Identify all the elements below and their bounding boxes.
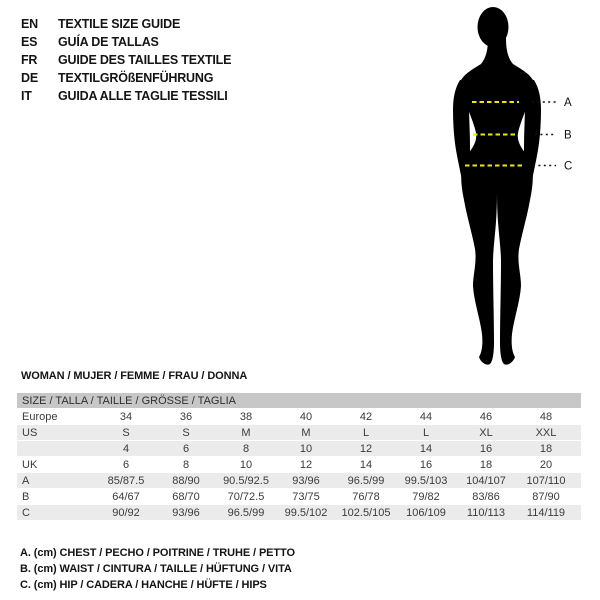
legend-line-waist: B. (cm) WAIST / CINTURA / TAILLE / HÜFTUNG / VITA (20, 563, 292, 575)
row-label: A (22, 474, 30, 487)
table-row (17, 425, 581, 440)
waist-label: B (564, 129, 572, 142)
size-cell: 34 (119, 410, 133, 423)
size-cell: 6 (182, 442, 190, 455)
table-row (17, 489, 581, 504)
size-cell: 104/107 (466, 474, 506, 487)
size-cell: 46 (479, 410, 493, 423)
size-cell: 14 (359, 458, 373, 471)
language-code: IT (21, 89, 32, 103)
measurement-legend (20, 545, 295, 593)
size-cell: 10 (299, 442, 313, 455)
size-cell: 102.5/105 (341, 506, 391, 519)
size-cell: 79/82 (412, 490, 440, 503)
size-table-header (17, 393, 581, 408)
gender-caption: WOMAN / MUJER / FEMME / FRAU / DONNA (21, 370, 248, 382)
row-label: C (22, 506, 30, 519)
size-cell: M (241, 426, 251, 439)
size-cell: 93/96 (292, 474, 320, 487)
language-title: TEXTILGRÖßENFÜHRUNG (58, 71, 214, 85)
table-row (17, 457, 581, 472)
language-row (21, 87, 231, 105)
row-label: UK (22, 458, 38, 471)
size-cell: 42 (359, 410, 373, 423)
hip-label: C (564, 160, 573, 173)
size-cell: L (362, 426, 370, 439)
language-title: GUIDE DES TAILLES TEXTILE (58, 53, 232, 67)
language-code: FR (21, 53, 38, 67)
size-cell: XXL (535, 426, 557, 439)
size-cell: 36 (179, 410, 193, 423)
size-cell: 85/87.5 (107, 474, 145, 487)
size-cell: 18 (479, 458, 493, 471)
table-row (17, 441, 581, 456)
size-cell: 90.5/92.5 (223, 474, 269, 487)
language-row (21, 51, 231, 69)
language-code: DE (21, 71, 38, 85)
size-cell: L (422, 426, 430, 439)
row-label: B (22, 490, 30, 503)
size-cell: 88/90 (172, 474, 200, 487)
size-cell: S (182, 426, 190, 439)
size-cell: 14 (419, 442, 433, 455)
language-title-list (21, 15, 231, 105)
size-cell: 73/75 (292, 490, 320, 503)
size-cell: 110/113 (466, 506, 506, 519)
size-cell: 6 (122, 458, 130, 471)
size-cell: 12 (299, 458, 313, 471)
size-cell: 38 (239, 410, 253, 423)
size-cell: 48 (539, 410, 553, 423)
size-cell: 99.5/102 (284, 506, 328, 519)
language-title: GUIDA ALLE TAGLIE TESSILI (58, 89, 228, 103)
size-table-header-label: SIZE / TALLA / TAILLE / GRÖSSE / TAGLIA (22, 394, 236, 407)
language-row (21, 69, 231, 87)
legend-line-chest: A. (cm) CHEST / PECHO / POITRINE / TRUHE / PETTO (20, 547, 295, 559)
size-cell: 4 (122, 442, 130, 455)
size-cell: 10 (239, 458, 253, 471)
language-title: GUÍA DE TALLAS (58, 35, 159, 49)
size-cell: 70/72.5 (227, 490, 265, 503)
size-cell: 8 (242, 442, 250, 455)
size-cell: 96.5/99 (347, 474, 385, 487)
table-row (17, 505, 581, 520)
size-cell: 114/119 (526, 506, 566, 519)
chest-label: A (564, 97, 572, 109)
size-cell: S (122, 426, 130, 439)
size-cell: 20 (539, 458, 553, 471)
language-title: TEXTILE SIZE GUIDE (58, 17, 181, 31)
size-cell: 12 (359, 442, 373, 455)
size-cell: 44 (419, 410, 433, 423)
woman-silhouette-figure (430, 0, 600, 380)
size-cell: 16 (419, 458, 433, 471)
size-cell: 8 (182, 458, 190, 471)
size-cell: XL (479, 426, 493, 439)
size-cell: 18 (539, 442, 553, 455)
size-table (17, 393, 581, 521)
size-cell: 68/70 (172, 490, 200, 503)
size-cell: 16 (479, 442, 493, 455)
size-cell: 40 (299, 410, 313, 423)
size-cell: 107/110 (526, 474, 566, 487)
size-cell: 64/67 (112, 490, 140, 503)
language-row (21, 15, 231, 33)
table-row (17, 473, 581, 488)
size-cell: M (301, 426, 311, 439)
size-cell: 83/86 (472, 490, 500, 503)
language-code: ES (21, 35, 38, 49)
language-code: EN (21, 17, 38, 31)
size-cell: 106/109 (406, 506, 446, 519)
table-row (17, 409, 581, 424)
size-cell: 90/92 (112, 506, 140, 519)
size-cell: 76/78 (352, 490, 380, 503)
legend-line-hip: C. (cm) HIP / CADERA / HANCHE / HÜFTE / HIPS (20, 579, 267, 591)
row-label: US (22, 426, 38, 439)
size-cell: 87/90 (532, 490, 560, 503)
row-label: Europe (22, 410, 58, 423)
size-cell: 99.5/103 (404, 474, 448, 487)
size-cell: 93/96 (172, 506, 200, 519)
size-cell: 96.5/99 (227, 506, 265, 519)
language-row (21, 33, 231, 51)
